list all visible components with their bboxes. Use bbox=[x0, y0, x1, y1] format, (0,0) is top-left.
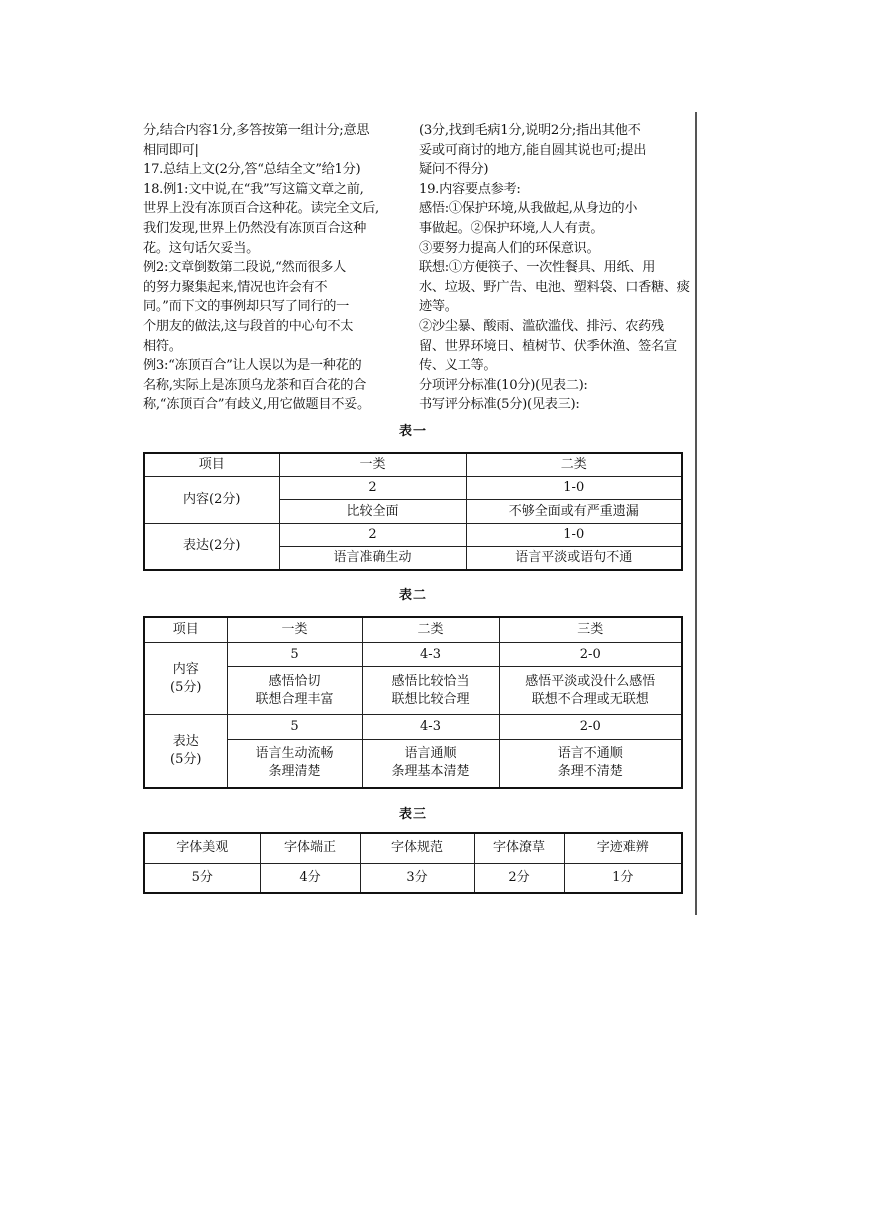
table2-caption: 表二 bbox=[398, 588, 427, 603]
score-cell: 1-0 bbox=[466, 477, 682, 500]
text-line: 我们发现,世界上仍然没有冻顶百合这种 bbox=[143, 220, 366, 236]
header-cell: 三类 bbox=[499, 617, 682, 642]
table-row bbox=[144, 642, 682, 667]
desc-line: 联想合理丰富 bbox=[255, 691, 334, 707]
desc-cell: 语言准确生动 bbox=[279, 546, 466, 570]
text-line: 个朋友的做法,这与段首的中心句不太 bbox=[143, 318, 354, 334]
text-line: 世界上没有冻顶百合这种花。读完全文后, bbox=[143, 201, 379, 217]
score-cell: 4-3 bbox=[362, 715, 499, 740]
desc-cell bbox=[362, 667, 499, 715]
row-label bbox=[144, 715, 227, 788]
desc-line: 条理基本清楚 bbox=[391, 764, 470, 780]
table-header-row bbox=[144, 453, 682, 477]
score-cell: 2 bbox=[279, 477, 466, 500]
text-line: 感悟:①保护环境,从我做起,从身边的小 bbox=[419, 201, 638, 217]
text-line: 相符。 bbox=[143, 338, 182, 354]
table-row bbox=[144, 715, 682, 740]
column-rule bbox=[695, 112, 697, 915]
value-cell: 5分 bbox=[144, 863, 260, 893]
desc-cell bbox=[499, 739, 682, 788]
text-line: 事做起。②保护环境,人人有责。 bbox=[419, 220, 604, 236]
table-header-row bbox=[144, 833, 682, 863]
desc-line: 感悟平淡或没什么感悟 bbox=[525, 673, 656, 689]
row-label-line: (5分) bbox=[170, 679, 202, 695]
header-cell: 字体规范 bbox=[360, 833, 474, 863]
text-line: 分项评分标准(10分)(见表二): bbox=[419, 377, 588, 393]
table-row bbox=[144, 863, 682, 893]
desc-cell: 比较全面 bbox=[279, 500, 466, 523]
desc-line: 条理清楚 bbox=[268, 764, 321, 780]
text-line: 书写评分标准(5分)(见表三): bbox=[419, 397, 580, 413]
desc-line: 感悟比较恰当 bbox=[391, 673, 470, 689]
text-line: 妥或可商讨的地方,能自圆其说也可;提出 bbox=[419, 142, 647, 158]
score-cell: 4-3 bbox=[362, 642, 499, 667]
desc-cell bbox=[227, 667, 362, 715]
row-label bbox=[144, 642, 227, 715]
desc-line: 语言生动流畅 bbox=[255, 746, 334, 762]
value-cell: 2分 bbox=[474, 863, 564, 893]
text-line: 相同即可| bbox=[143, 142, 199, 158]
row-label-line: 表达 bbox=[172, 734, 199, 750]
row-label: 内容(2分) bbox=[144, 477, 279, 523]
value-cell: 4分 bbox=[260, 863, 360, 893]
desc-cell bbox=[499, 667, 682, 715]
text-line: 水、垃圾、野广告、电池、塑料袋、口香糖、痰 bbox=[419, 279, 690, 295]
header-cell: 项目 bbox=[144, 617, 227, 642]
table1-caption: 表一 bbox=[398, 424, 427, 439]
table3 bbox=[143, 832, 683, 894]
header-cell: 一类 bbox=[227, 617, 362, 642]
header-cell: 一类 bbox=[279, 453, 466, 477]
text-line: 传、义工等。 bbox=[419, 358, 497, 374]
text-line: 称,“冻顶百合”有歧义,用它做题目不妥。 bbox=[143, 397, 370, 413]
text-line: 联想:①方便筷子、一次性餐具、用纸、用 bbox=[419, 260, 656, 276]
desc-line: 语言不通顺 bbox=[557, 746, 623, 762]
text-line: 名称,实际上是冻顶乌龙茶和百合花的合 bbox=[143, 377, 366, 393]
text-line: 疑问不得分) bbox=[419, 162, 489, 178]
header-cell: 二类 bbox=[362, 617, 499, 642]
header-cell: 字体端正 bbox=[260, 833, 360, 863]
text-line: ②沙尘暴、酸雨、滥砍滥伐、排污、农药残 bbox=[419, 318, 664, 334]
table-row bbox=[144, 523, 682, 546]
text-line: 分,结合内容1分,多答按第一组计分;意思 bbox=[143, 123, 370, 138]
desc-line: 联想比较合理 bbox=[391, 691, 470, 707]
score-cell: 2-0 bbox=[499, 715, 682, 740]
row-label: 表达(2分) bbox=[144, 523, 279, 570]
text-line: 例3:“冻顶百合”让人误以为是一种花的 bbox=[143, 358, 362, 374]
text-line: (3分,找到毛病1分,说明2分;指出其他不 bbox=[419, 123, 641, 138]
table3-caption: 表三 bbox=[398, 807, 427, 822]
text-line: 留、世界环境日、植树节、伏季休渔、签名宣 bbox=[419, 338, 677, 354]
text-line: 19.内容要点参考: bbox=[419, 181, 521, 197]
header-cell: 项目 bbox=[144, 453, 279, 477]
text-line: 迹等。 bbox=[419, 299, 458, 315]
header-cell: 字迹难辨 bbox=[564, 833, 682, 863]
desc-line: 联想不合理或无联想 bbox=[531, 691, 649, 707]
text-line: ③要努力提高人们的环保意识。 bbox=[419, 240, 600, 256]
table-header-row bbox=[144, 617, 682, 642]
text-line: 18.例1:文中说,在“我”写这篇文章之前, bbox=[143, 181, 364, 197]
text-line: 花。这句话欠妥当。 bbox=[143, 240, 259, 256]
desc-cell: 不够全面或有严重遗漏 bbox=[466, 500, 682, 523]
desc-line: 感悟恰切 bbox=[268, 673, 321, 689]
score-cell: 5 bbox=[227, 642, 362, 667]
desc-line: 语言通顺 bbox=[404, 746, 457, 762]
table1 bbox=[143, 452, 683, 571]
score-cell: 1-0 bbox=[466, 523, 682, 546]
text-line: 例2:文章倒数第二段说,“然而很多人 bbox=[143, 260, 346, 276]
score-cell: 2 bbox=[279, 523, 466, 546]
desc-cell bbox=[362, 739, 499, 788]
desc-line: 条理不清楚 bbox=[557, 764, 623, 780]
header-cell: 字体美观 bbox=[144, 833, 260, 863]
value-cell: 1分 bbox=[564, 863, 682, 893]
table2 bbox=[143, 616, 683, 789]
score-cell: 5 bbox=[227, 715, 362, 740]
text-line: 同。”而下文的事例却只写了同行的一 bbox=[143, 299, 350, 315]
score-cell: 2-0 bbox=[499, 642, 682, 667]
desc-cell: 语言平淡或语句不通 bbox=[466, 546, 682, 570]
row-label-line: (5分) bbox=[170, 752, 202, 768]
right-text-column bbox=[419, 121, 692, 415]
left-text-column bbox=[143, 121, 416, 415]
value-cell: 3分 bbox=[360, 863, 474, 893]
table-row bbox=[144, 477, 682, 500]
header-cell: 二类 bbox=[466, 453, 682, 477]
desc-cell bbox=[227, 739, 362, 788]
header-cell: 字体潦草 bbox=[474, 833, 564, 863]
row-label-line: 内容 bbox=[172, 661, 199, 677]
text-line: 的努力聚集起来,情况也许会有不 bbox=[143, 279, 328, 295]
text-line: 17.总结上文(2分,答“总结全文”给1分) bbox=[143, 162, 361, 178]
